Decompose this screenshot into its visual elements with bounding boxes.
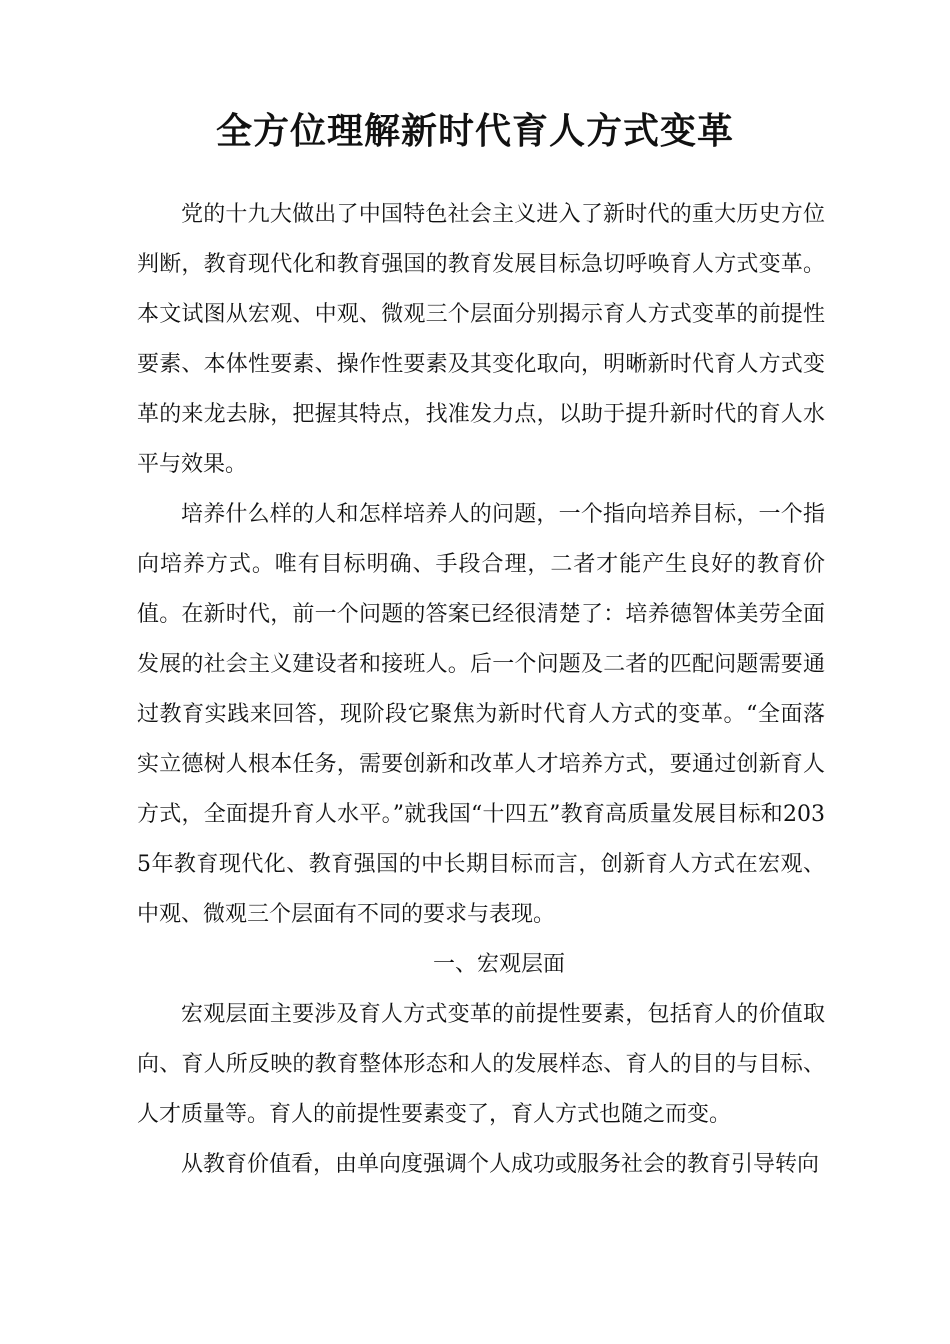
document-body bbox=[137, 190, 825, 1190]
paragraph-education-value: 从教育价值看，由单向度强调个人成功或服务社会的教育引导转向 bbox=[181, 1152, 820, 1177]
paragraph-training: 培养什么样的人和怎样培养人的问题，一个指向培养目标，一个指向培养方式。唯有目标明确、手段合理，二者才能产生良好的教育价值。在新时代，前一个问题的答案已经很清楚了：培养德智体美劳全面发展的社会主义建设者和接班人。后一个问题及二者的匹配问题需要通过教育实践来回答，现阶段它聚焦为新时代育人方式的变革。“全面落实立德树人根本任务，需要创新和改革人才培养方式，要通过创新育人方式，全面提升育人水平。”就我国“十四五”教育高质量发展目标和2035年教育现代化、教育强国的中长期目标而言，创新育人方式在宏观、中观、微观三个层面有不同的要求与表现。 bbox=[137, 502, 825, 927]
document-title: 全方位理解新时代育人方式变革 bbox=[215, 111, 734, 152]
paragraph-intro: 党的十九大做出了中国特色社会主义进入了新时代的重大历史方位判断，教育现代化和教育强国的教育发展目标急切呼唤育人方式变革。本文试图从宏观、中观、微观三个层面分别揭示育人方式变革的前提性要素、本体性要素、操作性要素及其变化取向，明晰新时代育人方式变革的来龙去脉，把握其特点，找准发力点，以助于提升新时代的育人水平与效果。 bbox=[137, 202, 825, 477]
section-heading-macro: 一、宏观层面 bbox=[432, 952, 565, 977]
paragraph-macro-elements: 宏观层面主要涉及育人方式变革的前提性要素，包括育人的价值取向、育人所反映的教育整体形态和人的发展样态、育人的目的与目标、人才质量等。育人的前提性要素变了，育人方式也随之而变。 bbox=[137, 1002, 825, 1127]
